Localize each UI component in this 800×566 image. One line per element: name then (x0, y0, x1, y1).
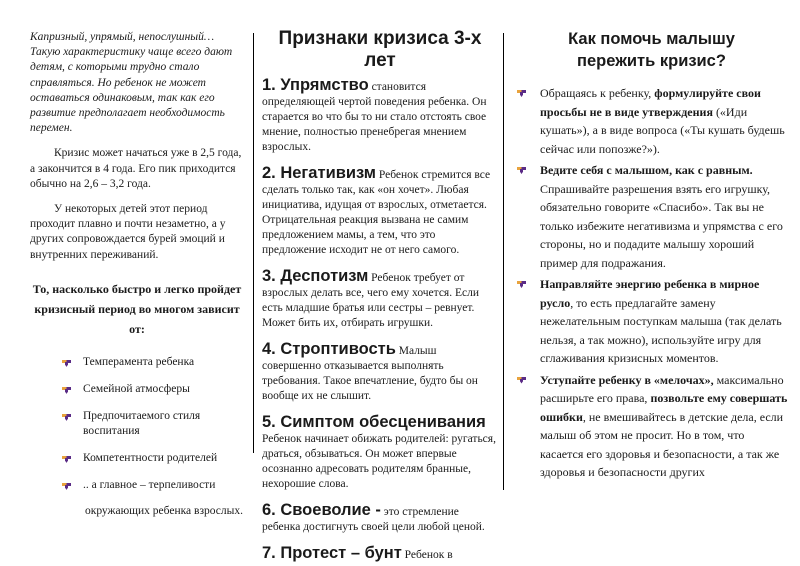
sign-item (262, 415, 498, 492)
sign-item (262, 503, 498, 535)
advice-item (517, 161, 790, 272)
signs-title: Признаки кризиса 3-х лет (278, 28, 482, 71)
sign-item (262, 342, 498, 404)
factors-continuation: окружающих ребенка взрослых. (85, 504, 243, 517)
advice-text-bold: Ведите себя с малышом, как с равным. (540, 163, 753, 177)
factor-item (62, 451, 244, 466)
column-divider-right (503, 33, 504, 490)
advice-text-bold: Направляйте энергию ребенка в мирное русло (540, 277, 760, 310)
sign-heading: 3. Деспотизм (262, 267, 369, 285)
factor-label: .. а главное – терпеливости (83, 478, 216, 491)
sign-heading: 1. Упрямство (262, 76, 369, 94)
crisis-age-paragraph: Кризис может начаться уже в 2,5 года, а закончится в 4 года. Его пик приходится обычно на 2,6 – 3,2 года. (30, 147, 242, 190)
sign-body: Ребенок требует от взрослых делать все, чего ему хочется. Если есть младшие братья или сестры – ревнует. Может бить их, отбирать игрушки. (262, 272, 479, 329)
advice-text-segment: Обращаясь к ребенку, (540, 86, 655, 100)
advice-text-bold: формулируйте свои просьбы не в виде утверждения (540, 86, 761, 119)
advice-list (513, 84, 790, 482)
help-title-line1: Как помочь малышу (568, 30, 735, 48)
sign-body: Ребенок стремится все сделать только так, как «он хочет». Любая инициатива, идущая от взрослых, отметается. Отрицательная реакция вызвана не самим предложением мамы, а тем, что это предложение исходит не от него самого. (262, 169, 491, 256)
arrow-bullet-icon (517, 376, 526, 385)
advice-text-bold: позвольте ему совершать ошибки (540, 391, 788, 424)
factor-item (62, 355, 244, 370)
factor-item (62, 478, 244, 493)
arrow-bullet-icon (62, 359, 71, 368)
advice-item (517, 275, 790, 368)
factor-label: Предпочитаемого стиля воспитания (83, 409, 201, 437)
factors-list (30, 355, 244, 493)
arrow-bullet-icon (517, 166, 526, 175)
advice-text-segment: максимально расширьте его права, (540, 372, 784, 405)
sign-heading: 7. Протест – бунт (262, 544, 402, 562)
advice-item (517, 371, 790, 482)
advice-item (517, 84, 790, 158)
sign-body: Ребенок начинает обижать родителей: ругаться, драться, обзываться. Он может впервые осознанно адресовать родителям бранные, нехорошие слова. (262, 433, 496, 490)
sign-body: это стремление ребенка достигнуть своей цели любой ценой. (262, 506, 485, 533)
crisis-course-paragraph: У некоторых детей этот период проходит плавно и почти незаметно, а у других сопровождается бурей эмоций и внутренних переживаний. (30, 203, 226, 261)
depends-heading: То, насколько быстро и легко пройдет кризисный период во многом зависит от: (32, 281, 242, 336)
sign-item (262, 166, 498, 258)
factor-item (62, 382, 244, 397)
advice-text-segment: , не вмешивайтесь в детские дела, если малыш об этом не просит. Но в том, что касается его здоровья и безопасности, а так же здоровья и безопасности других (540, 409, 784, 479)
help-title-line2: пережить кризис? (577, 52, 726, 70)
factor-item (62, 409, 244, 439)
sign-body: Ребенок в (404, 549, 453, 561)
help-title (513, 28, 790, 72)
advice-text-segment: («Иди кушать»), а в виде вопроса («Ты кушать будешь сейчас или попозже?»). (540, 104, 785, 156)
arrow-bullet-icon (62, 386, 71, 395)
factor-label: Компетентности родителей (83, 451, 218, 464)
sign-body: Малыш совершенно отказывается выполнять требования. Такое впечатление, будто бы он вообще их не слышит. (262, 345, 478, 402)
sign-item (262, 269, 498, 331)
arrow-bullet-icon (62, 482, 71, 491)
advice-text (540, 371, 790, 482)
factor-label: Семейной атмосферы (83, 382, 190, 395)
right-column (513, 28, 790, 485)
middle-column (262, 28, 498, 566)
intro-paragraph: Капризный, упрямый, непослушный… Такую характеристику чаще всего дают детям, с которыми трудно стало справляться. Но ребенок не может оставаться одинаковым, так как его развитие предполагает необходимость перемен. (30, 31, 233, 135)
arrow-bullet-icon (517, 280, 526, 289)
sign-item (262, 546, 498, 563)
sign-item (262, 78, 498, 155)
advice-text (540, 161, 790, 272)
column-divider-left (253, 33, 254, 453)
left-column (30, 30, 244, 517)
sign-heading: 6. Своеволие - (262, 501, 381, 519)
advice-text-segment: Спрашивайте разрешения взять его игрушку, обязательно говорите «Спасибо». Так вы не только избежите негативизма и упрямства с его стороны, но и подадите малышу хороший пример для подражания. (540, 181, 783, 270)
sign-body: становится определяющей чертой поведения ребенка. Он старается во что бы то ни стало отстоять свое мнение, полностью пренебрегая мнением взрослых. (262, 81, 487, 153)
sign-heading: 4. Строптивость (262, 340, 396, 358)
arrow-bullet-icon (517, 89, 526, 98)
advice-text (540, 275, 790, 368)
factor-label: Темперамента ребенка (83, 355, 195, 368)
arrow-bullet-icon (62, 413, 71, 422)
advice-text-segment: , то есть предлагайте замену нежелательным поступкам малыша (так делать нельзя, а так можно), используйте игру для сглаживания кризисных моментов. (540, 295, 782, 365)
advice-text-bold: Уступайте ребенку в «мелочах», (540, 372, 714, 387)
sign-heading: 5. Симптом обесценивания (262, 413, 486, 431)
signs-list (262, 78, 498, 563)
advice-text (540, 84, 790, 158)
sign-heading: 2. Негативизм (262, 164, 376, 182)
arrow-bullet-icon (62, 455, 71, 464)
